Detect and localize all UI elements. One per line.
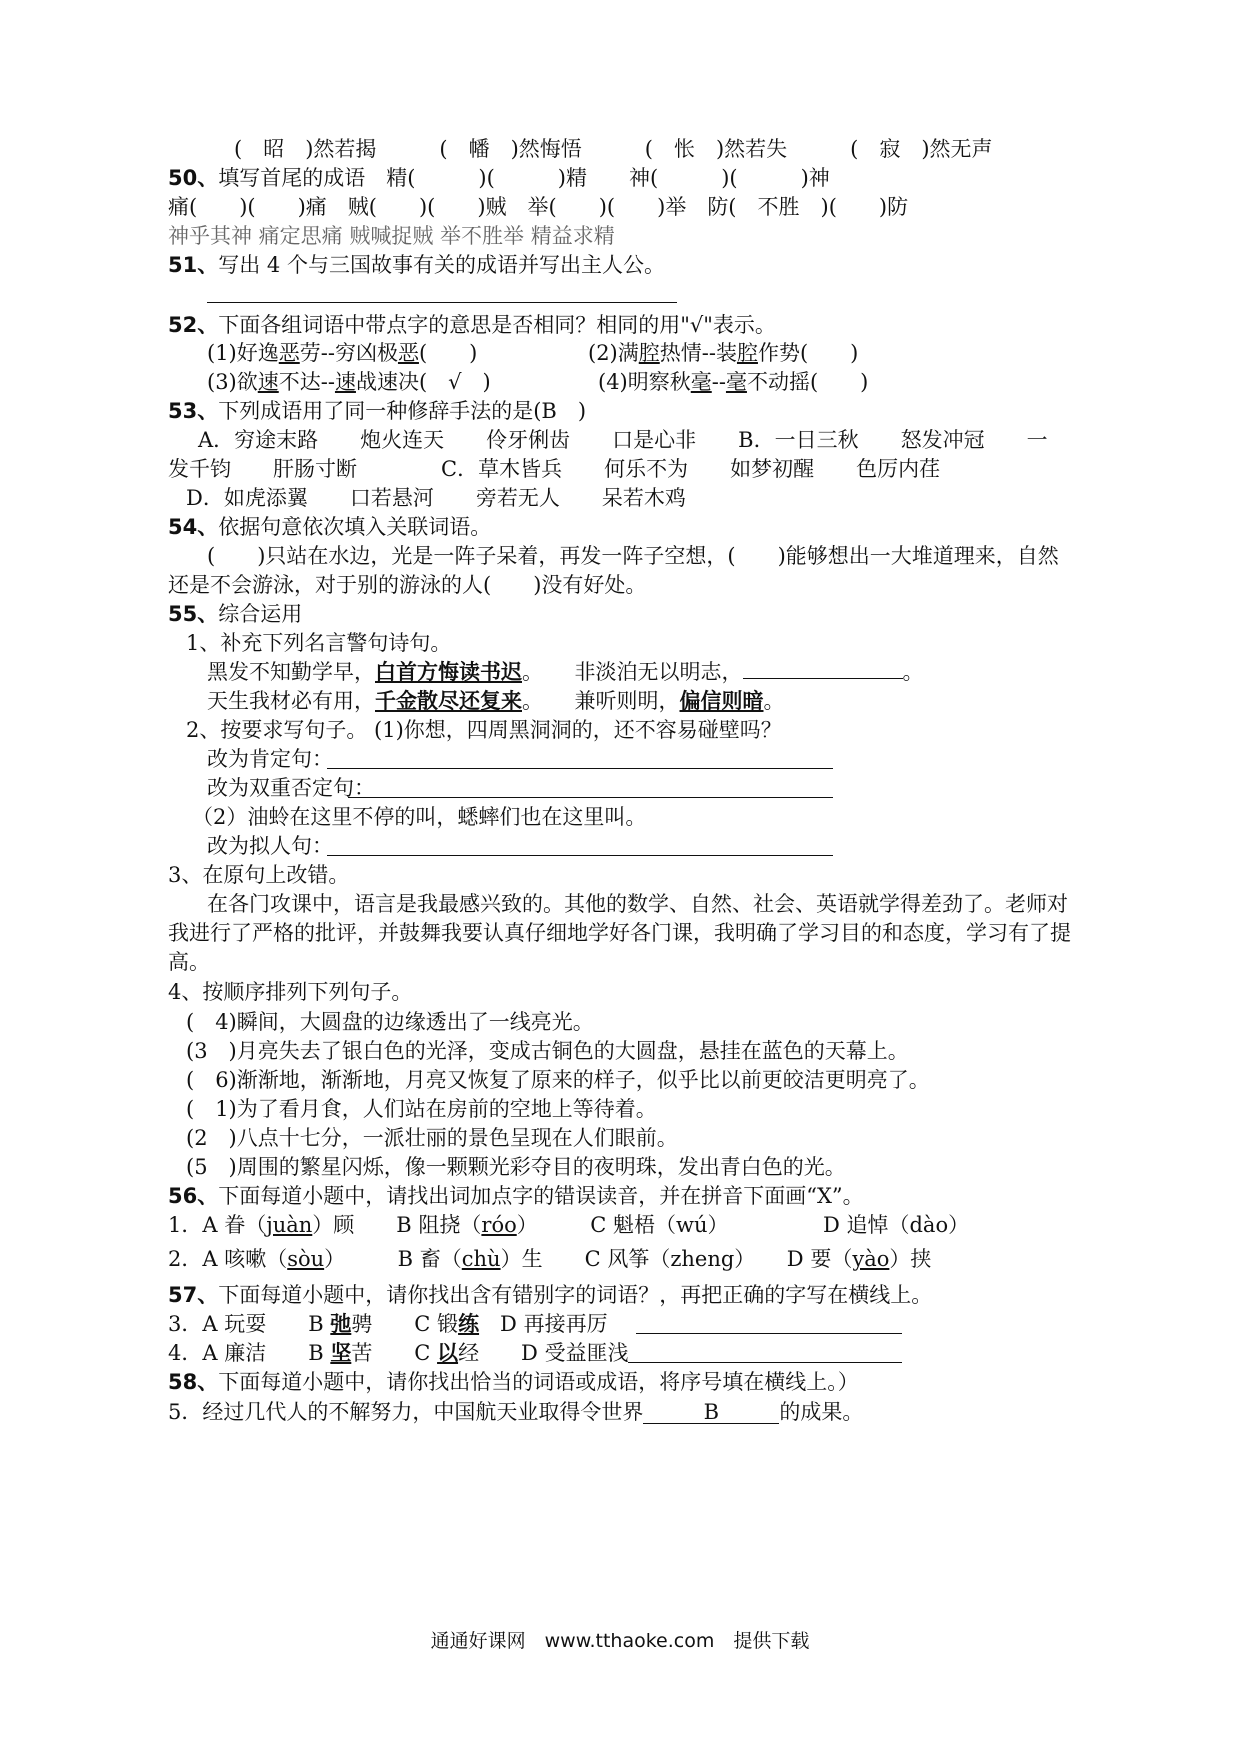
- q50-answers: 神乎其神 痛定思痛 贼喊捉贼 举不胜举 精益求精: [168, 224, 615, 248]
- q55-order-4: ( 1)为了看月食，人们站在房前的空地上等待着。: [186, 1097, 657, 1121]
- q50-stem: [168, 163, 830, 193]
- q53-number: 53、: [168, 399, 219, 423]
- q51-number: 51、: [168, 253, 219, 277]
- q54-stem: [168, 512, 491, 542]
- q50-number: 50、: [168, 166, 219, 190]
- q52-item-2: (2)满腔热情--装腔作势( ): [588, 341, 859, 365]
- q55-order-6: (5 )周围的繁星闪烁，像一颗颗光彩夺目的夜明珠，发出青白色的光。: [186, 1155, 846, 1179]
- q54-line3: 还是不会游泳，对于别的游泳的人( )没有好处。: [168, 573, 647, 597]
- q55-sub2: 2、按要求写句子。 (1)你想，四周黑洞洞的，还不容易碰壁吗？: [186, 718, 782, 742]
- q57-stem: [168, 1280, 932, 1310]
- q57-answer-line-3[interactable]: [636, 1333, 902, 1334]
- q56-stem: [168, 1181, 864, 1211]
- q55-poem-line2: 天生我材必有用，千金散尽还复来。 兼听则明，偏信则暗。: [207, 688, 785, 713]
- q50-line2: 痛( )( )痛 贼( )( )贼 举( )( )举 防( 不胜 )( )防: [168, 195, 909, 219]
- q56-item-1: 1．A 眷（juàn）顾 B 阻挠（róo） C 魁梧（wú） D 追悼（dào）: [168, 1213, 970, 1237]
- q57-answer-line-4[interactable]: [628, 1362, 902, 1363]
- q58-answer-blank[interactable]: B: [643, 1401, 779, 1424]
- q54-text: 依据句意依次填入关联词语。: [218, 515, 492, 539]
- q55-order-1: ( 4)瞬间，大圆盘的边缘透出了一线亮光。: [186, 1010, 594, 1034]
- q55-poem-line1: 黑发不知勤学早，白首方悔读书迟。 非淡泊无以明志， 。: [207, 659, 924, 684]
- q52-item-1: (1)好逸恶劳--穷凶极恶( ): [207, 341, 478, 365]
- q54-number: 54、: [168, 515, 219, 539]
- q52-number: 52、: [168, 313, 219, 337]
- q55-personify-line[interactable]: [327, 855, 833, 856]
- q49-line: ( 昭 )然若揭 ( 幡 )然悔悟 ( 怅 )然若失 ( 寂 )然无声: [234, 137, 993, 161]
- q55-sub3-line2: 我进行了严格的批评，并鼓舞我要认真仔细地学好各门课，我明确了学习目的和态度，学习有了提: [168, 921, 1071, 945]
- q55-double-negative-label: 改为双重否定句：: [207, 776, 375, 800]
- q57-item-3: 3．A 玩耍 B 弛骋 C 锻练 D 再接再厉: [168, 1311, 608, 1336]
- q55-sub3-line3: 高。: [168, 950, 210, 974]
- q58-stem: [168, 1367, 859, 1397]
- q51-stem: [168, 250, 665, 280]
- q52-text: 下面各组词语中带点字的意思是否相同？相同的用"√"表示。: [218, 313, 776, 337]
- q56-number: 56、: [168, 1184, 219, 1208]
- q55-sub2-2: （2）油蛉在这里不停的叫，蟋蟀们也在这里叫。: [192, 805, 647, 829]
- q55-sub1: 1、补充下列名言警句诗句。: [186, 631, 452, 655]
- q55-blank-1[interactable]: [743, 658, 903, 679]
- q55-order-2: (3 )月亮失去了银白色的光泽，变成古铜色的大圆盘，悬挂在蓝色的天幕上。: [186, 1039, 909, 1063]
- q55-personify-label: 改为拟人句：: [207, 834, 333, 858]
- q53-line2: A．穷途末路 炮火连天 伶牙俐齿 口是心非 B．一日三秋 怒发冲冠 一: [198, 428, 1048, 452]
- q56-item-2: 2．A 咳嗽（sòu） B 畜（chù）生 C 风筝（zheng） D 要（yào）挟: [168, 1247, 932, 1271]
- q51-answer-line[interactable]: [207, 302, 677, 303]
- q53-line4: D．如虎添翼 口若悬河 旁若无人 呆若木鸡: [186, 486, 686, 510]
- q52-item-4: (4)明察秋毫--毫不动摇( ): [598, 370, 869, 394]
- q53-line3: 发千钧 肝肠寸断 C．草木皆兵 何乐不为 如梦初醒 色厉内荏: [168, 457, 941, 481]
- q57-text: 下面每道小题中，请你找出含有错别字的词语？，再把正确的字写在横线上。: [218, 1283, 933, 1307]
- q55-sub3-line1: 在各门攻课中，语言是我最感兴致的。其他的数学、自然、社会、英语就学得差劲了。老师对: [207, 892, 1068, 916]
- q57-number: 57、: [168, 1283, 219, 1307]
- q55-title: 综合运用: [218, 602, 303, 626]
- q52-item-3: (3)欲速不达--速战速决( √ ): [207, 370, 491, 394]
- q55-sub4: 4、按顺序排列下列句子。: [168, 980, 413, 1004]
- q55-affirmative-label: 改为肯定句：: [207, 747, 333, 771]
- q56-text: 下面每道小题中，请找出词加点字的错误读音，并在拼音下面画“X”。: [218, 1184, 864, 1208]
- q52-stem: [168, 310, 776, 340]
- q57-item-4: 4．A 廉洁 B 坚苦 C 以经 D 受益匪浅: [168, 1340, 629, 1365]
- q55-sub3: 3、在原句上改错。: [168, 863, 350, 887]
- q53-stem: [168, 396, 586, 426]
- q55-number: 55、: [168, 602, 219, 626]
- q54-line2: ( )只站在水边，光是一阵子呆着，再发一阵子空想，( )能够想出一大堆道理来，自然: [207, 544, 1059, 568]
- q51-text: 写出 4 个与三国故事有关的成语并写出主人公。: [218, 253, 665, 277]
- q58-number: 58、: [168, 1370, 219, 1394]
- q55-order-3: ( 6)渐渐地，渐渐地，月亮又恢复了原来的样子，似乎比以前更皎洁更明亮了。: [186, 1068, 930, 1092]
- q55-stem: [168, 599, 302, 629]
- q58-item-5: 5．经过几代人的不解努力，中国航天业取得令世界 B 的成果。: [168, 1400, 864, 1424]
- q58-text: 下面每道小题中，请你找出恰当的词语或成语，将序号填在横线上。）: [218, 1370, 859, 1394]
- q50-text: 填写首尾的成语 精( )( )精 神( )( )神: [218, 166, 830, 190]
- q55-order-5: (2 )八点十七分，一派壮丽的景色呈现在人们眼前。: [186, 1126, 678, 1150]
- q55-affirmative-line[interactable]: [327, 768, 833, 769]
- page-footer: 通通好课网 www.tthaoke.com 提供下载: [430, 1630, 810, 1652]
- q55-double-negative-line[interactable]: [348, 797, 833, 798]
- q53-text: 下列成语用了同一种修辞手法的是(B ): [218, 399, 587, 423]
